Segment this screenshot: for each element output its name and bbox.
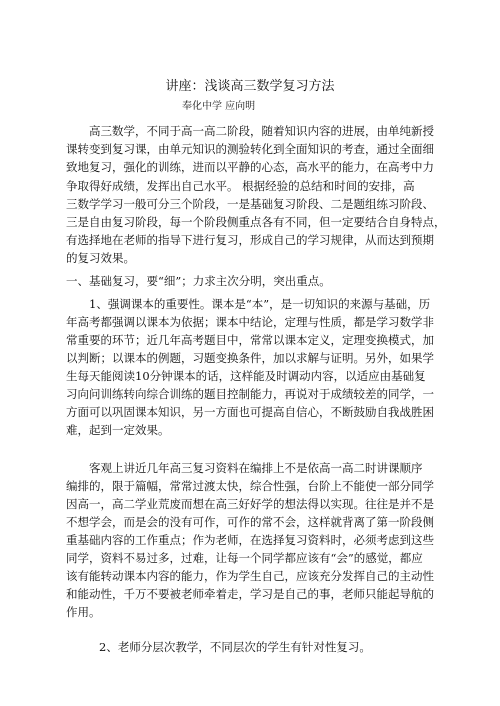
intro-line: 致地复习，强化的训练，进而以平静的心态，高水平的能力，在高考中力 bbox=[66, 160, 434, 174]
author-line: 奉化中学 应向明 bbox=[182, 101, 256, 112]
paragraph-line: 作用。 bbox=[66, 605, 101, 619]
point-line: 1、强调课本的重要性。课本是“本”，是一切知识的来源与基础，历 bbox=[89, 297, 431, 311]
paragraph-line: 客观上讲近几年高三复习资料在编排上不是依高一高二时讲课顺序 bbox=[89, 461, 423, 475]
intro-line: 争取得好成绩，发挥出自己水平。 根据经验的总结和时间的安排，高 bbox=[66, 179, 415, 193]
document-title: 讲座：浅谈高三数学复习方法 bbox=[165, 79, 335, 94]
point-line: 难，起到一定效果。 bbox=[66, 423, 170, 437]
intro-line: 三数学学习一般可分三个阶段，一是基础复习阶段、二是题组练习阶段、 bbox=[66, 197, 434, 211]
intro-line: 有选择地在老师的指导下进行复习，形成自己的学习规律，从而达到预期 bbox=[66, 233, 434, 247]
intro-line: 三是自由复习阶段，每一个阶段侧重点各有不同，但一定要结合自身特点， bbox=[66, 215, 446, 229]
intro-line: 的复习效果。 bbox=[66, 251, 135, 265]
paragraph-line: 不想学会，而是会的没有可作，可作的常不会，这样就背离了第一阶段侧 bbox=[66, 515, 434, 529]
paragraph-line: 重基础内容的工作重点；作为老师，在选择复习资料时，必须考虑到这些 bbox=[66, 533, 434, 547]
paragraph-line: 该有能转动课本内容的能力，作为学生自己，应该充分发挥自己的主动性 bbox=[66, 569, 434, 583]
intro-line: 课转变到复习课，由单元知识的测验转化到全面知识的考查，通过全面细 bbox=[66, 142, 434, 156]
point-line: 以判断；以课本的例题，习题变换条件，加以求解与证明。另外，如果学 bbox=[66, 351, 434, 365]
section-heading: 一、基础复习，要“细”；力求主次分明，突出重点。 bbox=[66, 274, 331, 288]
paragraph-line: 因高一，高二学业荒废而想在高三好好学的想法得以实现。往往是并不是 bbox=[66, 497, 434, 511]
point-line: 方面可以巩固课本知识，另一方面也可提高自信心，不断鼓励自我战胜困 bbox=[66, 405, 434, 419]
point-line: 习向问训练转向综合训练的题目控制能力，再说对于成绩较差的同学，一 bbox=[66, 387, 434, 401]
point-heading: 2、老师分层次教学，不同层次的学生有针对性复习。 bbox=[99, 640, 371, 654]
point-line: 生每天能阅读10分钟课本的话，这样能及时调动内容，以适应由基础复 bbox=[66, 369, 426, 383]
point-line: 年高考都强调以课本为依据；课本中结论，定理与性质，都是学习数学非 bbox=[66, 315, 434, 329]
paragraph-line: 和能动性，千万不要被老师牵着走，学习是自己的事，老师只能起导航的 bbox=[66, 587, 434, 601]
point-line: 常重要的环节；近几年高考题目中，常常以课本定义，定理变换模式，加 bbox=[66, 333, 434, 347]
intro-line: 高三数学，不同于高一高二阶段，随着知识内容的进展，由单纯新授 bbox=[89, 124, 434, 138]
paragraph-line: 同学，资料不易过多，过难，让每一个同学都应该有“会”的感觉，都应 bbox=[66, 551, 423, 565]
paragraph-line: 编排的，限于篇幅，常常过渡太快，综合性强，台阶上不能使一部分同学 bbox=[66, 479, 434, 493]
